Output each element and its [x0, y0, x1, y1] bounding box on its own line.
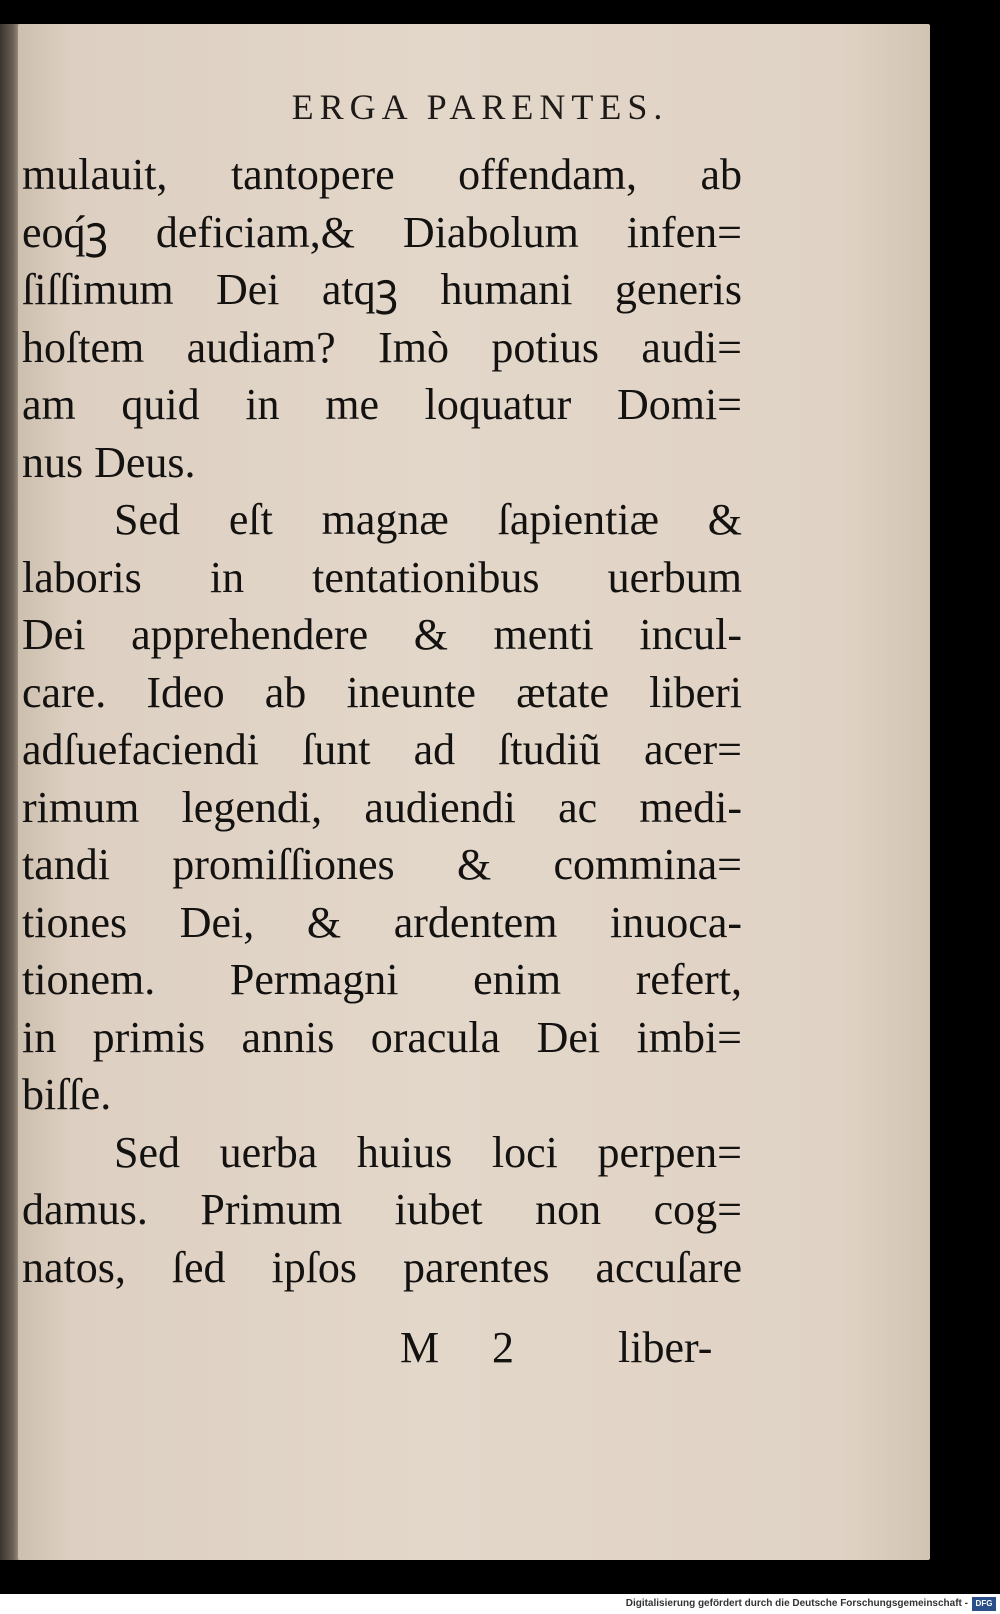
text-line: damus. Primum iubet non cog=: [22, 1185, 742, 1234]
text-line: ſiſſimum Dei atqꝫ humani generis: [22, 265, 742, 314]
text-line: Dei apprehendere & menti incul-: [22, 610, 742, 659]
text-line: natos, ſed ipſos parentes accuſare: [22, 1242, 742, 1292]
text-line: in primis annis oracula Dei imbi=: [22, 1012, 742, 1062]
footer-credit: Digitalisierung gefördert durch die Deutsche Forschungsgemeinschaft -: [625, 1598, 968, 1609]
text-line: rimum legendi, audiendi ac medi-: [22, 782, 742, 832]
signature-letter: M: [400, 1323, 440, 1372]
paragraph-start-line: Sed uerba huius loci perpen=: [114, 1127, 742, 1177]
text-line: laboris in tentationibus uerbum: [22, 552, 742, 602]
text-line: tionem. Permagni enim refert,: [22, 955, 742, 1004]
text-line: nus Deus.: [22, 437, 196, 487]
dfg-logo-icon: DFG: [972, 1597, 996, 1611]
text-line: am quid in me loquatur Domi=: [22, 380, 742, 429]
catchword: liber-: [618, 1323, 713, 1372]
text-line: mulauit, tantopere offendam, ab: [22, 150, 742, 199]
text-line: care. Ideo ab ineunte ætate liberi: [22, 667, 742, 717]
text-line: tiones Dei, & ardentem inuoca-: [22, 897, 742, 947]
running-header: ERGA PARENTES.: [291, 87, 669, 127]
text-line: biſſe.: [22, 1070, 112, 1119]
digitization-footer: [0, 1594, 1000, 1614]
paragraph-start-line: Sed eſt magnæ ſapientiæ &: [114, 495, 742, 544]
text-line: adſuefaciendi ſunt ad ſtudiũ acer=: [22, 725, 742, 774]
text-line: tandi promiſſiones & commina=: [22, 840, 742, 889]
body-text: [22, 146, 742, 1296]
text-line: hoſtem audiam? Imò potius audi=: [22, 322, 742, 372]
signature-number: 2: [492, 1323, 514, 1372]
text-line: eoq́ꝫ deficiam,& Diabolum infen=: [22, 207, 742, 257]
